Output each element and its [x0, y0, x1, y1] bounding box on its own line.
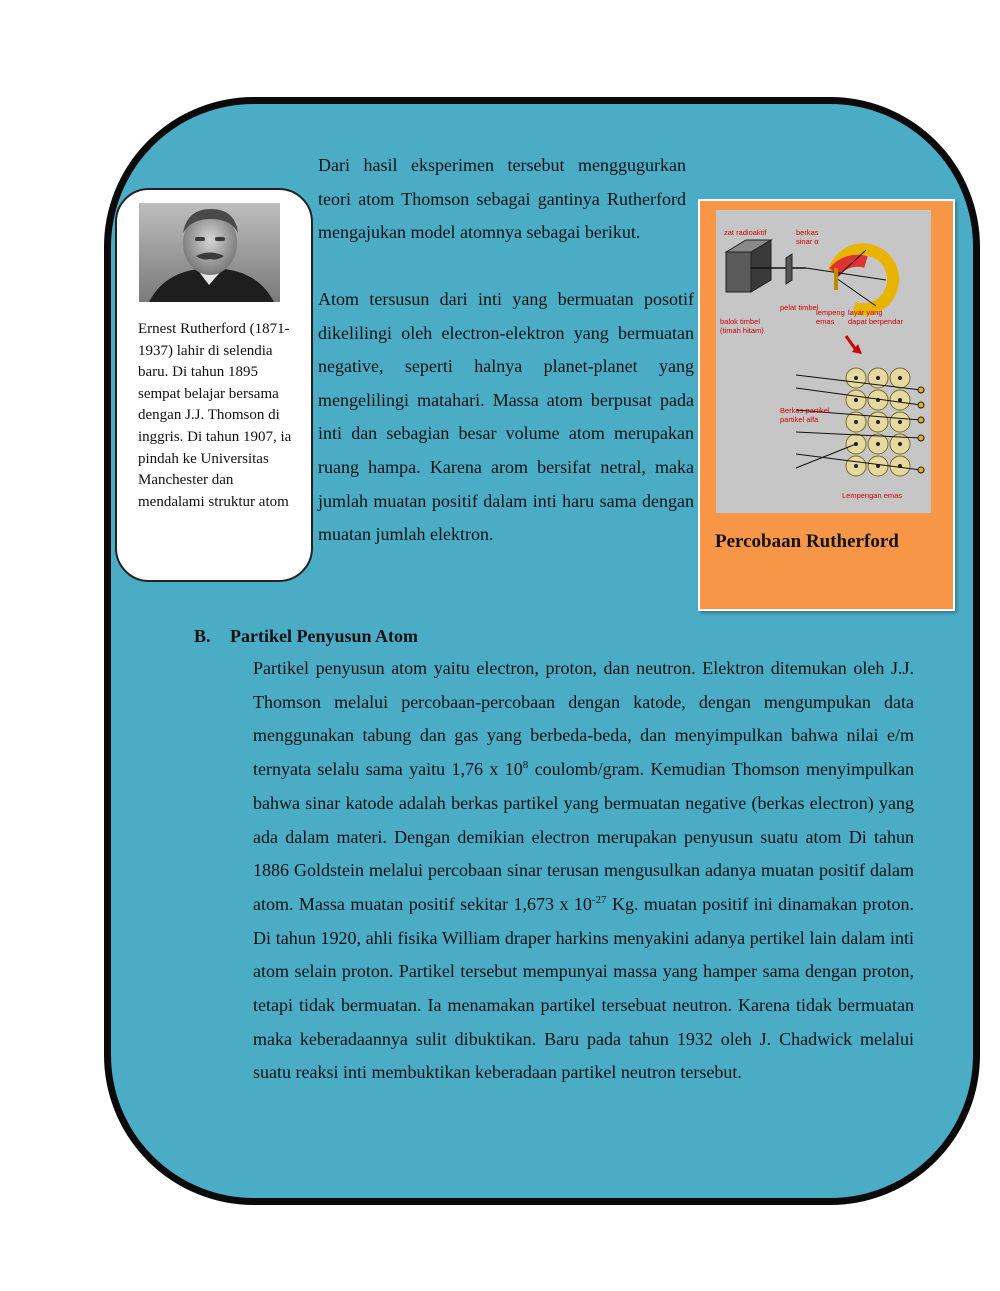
body-part-2: coulomb/gram. Kemudian Thomson menyimpulkan bahwa sinar katode adalah berkas partikel yang bermuatan negative (berkas electron) yang ada dalam materi. Dengan demikian electron merupakan penyusun suatu atom Di tahun 1886 Goldstein melalui percobaan sinar terusan mengusulkan adanya muatan positif dalam atom. Massa muatan positif sekitar 1,673 x 10 [253, 759, 914, 914]
intro-paragraph-1: Dari hasil eksperimen tersebut menggugurkan teori atom Thomson sebagai gantinya Rutherford mengajukan model atomnya sebagai berikut. [318, 155, 686, 243]
exponent-2: -27 [591, 893, 607, 906]
label-lead-plate: pelat timbel [780, 303, 819, 312]
label-screen-2: dapat berpendar [848, 317, 904, 326]
body-part-1: Partikel penyusun atom yaitu electron, proton, dan neutron. Elektron ditemukan oleh J.J. Thomson melalui percobaan-percobaan dengan katode, dengan mengumpukan data menggunakan tabung dan gas yang berbeda-beda, dan menyimpulkan bahwa nilai e/m ternyata selalu sama yaitu 1,76 x 10 [253, 658, 914, 780]
label-source: zat radioaktif [724, 228, 767, 237]
figure-caption: Percobaan Rutherford [715, 531, 899, 552]
body-part-3: Kg. muatan positif ini dinamakan proton. Di tahun 1920, ahli fisika William draper harkins menyakini adanya pertikel lain dalam inti atom selain proton. Partikel tersebut mempunyai massa yang hamper sama dengan proton, tetapi tidak bermuatan. Ia menamakan partikel tersebuat neutron. Karena tidak bermuatan maka keberadaannya sulit dibuktikan. Baru pada tahun 1932 oleh J. Chadwick melalui suatu reaksi inti membuktikan keberadaan partikel neutron tersebut. [253, 893, 914, 1083]
label-alpha: Berkas partikel [780, 406, 830, 415]
rutherford-portrait [139, 203, 280, 302]
label-lead-block-2: (timah hitam) [720, 326, 764, 335]
label-foil-bottom: Lempengan emas [842, 491, 903, 500]
label-beam-2: sinar α [796, 237, 819, 246]
label-screen: layar yang [848, 308, 883, 317]
intro-paragraph-2: Atom tersusun dari inti yang bermuatan posotif dikelilingi oleh electron-elektron yang bermuatan negative, seperti halnya planet-planet yang mengelilingi matahari. Massa atom berpusat pada inti dan sebagian besar volume atom merupakan ruang hampa. Karena arom bersifat netral, maka jumlah muatan positif dalam inti haru sama dengan muatan jumlah elektron. [318, 289, 694, 545]
label-lead-block: balok timbel [720, 317, 761, 326]
label-gold-foil-2: emas [816, 317, 835, 326]
section-body [253, 652, 914, 1090]
section-number: B. [194, 626, 211, 646]
label-beam: berkas [796, 228, 819, 237]
label-alpha-2: partikel alfa [780, 415, 819, 424]
bio-caption: Ernest Rutherford (1871-1937) lahir di selendia baru. Di tahun 1895 sempat belajar bersama dengan J.J. Thomson di inggris. Di tahun 1907, ia pindah ke Universitas Manchester dan mendalami struktur atom [138, 321, 292, 510]
label-gold-foil: lempeng [816, 308, 845, 317]
section-title: Partikel Penyusun Atom [230, 626, 419, 646]
exponent-1: 8 [522, 759, 529, 772]
rutherford-experiment-diagram [716, 210, 931, 513]
section-heading [194, 626, 418, 647]
